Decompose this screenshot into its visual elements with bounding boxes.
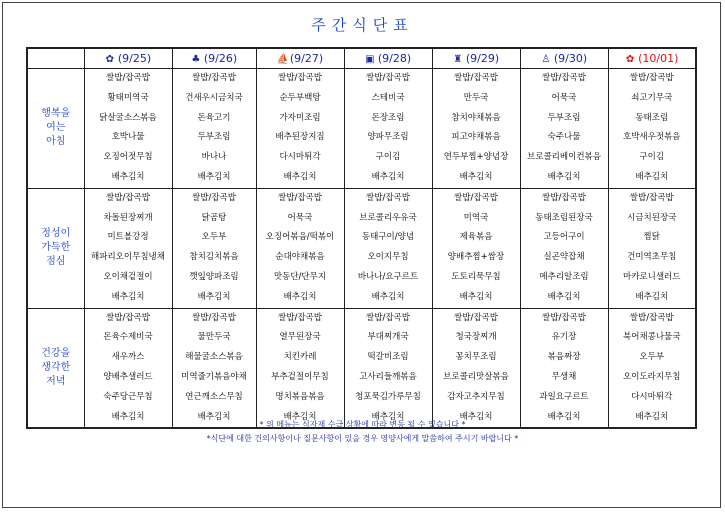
frog-icon: ♣ [191, 54, 201, 65]
menu-item: 배추김치 [635, 411, 669, 422]
menu-item: 구이김 [375, 152, 401, 163]
menu-item: 쌀밥/잡곡밥 [454, 312, 498, 323]
menu-item: 쌀밥/잡곡밥 [278, 192, 322, 203]
page-title: 주간식단표 [311, 16, 414, 34]
menu-item: 미역줄기볶음야채 [181, 371, 247, 382]
menu-item: 배추김치 [635, 291, 669, 302]
menu-item: 쌀밥/잡곡밥 [629, 73, 674, 83]
menu-item: 배추김치 [371, 411, 405, 422]
menu-item: 배추김치 [197, 291, 231, 302]
menu-item: 배추김치 [459, 171, 493, 182]
menu-item: 맛동단/단무지 [273, 271, 327, 282]
menu-item: 미트볼강정 [107, 232, 149, 243]
menu-item: 양배추찜+쌈장 [447, 252, 505, 263]
menu-item: 오두부 [201, 232, 227, 243]
menu-item: 감자고추지무침 [447, 391, 505, 402]
menu-item: 명치볶음볶음 [275, 391, 325, 402]
menu-item: 닭곰탕 [201, 212, 227, 223]
menu-item: 해물굴소스볶음 [185, 352, 243, 363]
menu-item: 브로콜리맛살볶음 [443, 371, 509, 382]
menu-item: 오두부 [639, 352, 665, 363]
menu-cell [256, 188, 344, 308]
menu-item: 양파무조림 [367, 132, 409, 143]
menu-item: 배추김치 [283, 291, 317, 302]
menu-item: 오이채겉절이 [103, 271, 153, 282]
menu-cell [344, 308, 432, 428]
menu-cell [520, 308, 608, 428]
meal-label-line: 점심 [46, 256, 66, 268]
menu-item: 실곤약잡채 [543, 252, 585, 263]
menu-item: 새우까스 [111, 352, 145, 363]
day-label: (9/28) [377, 52, 412, 65]
menu-cell [608, 69, 696, 189]
menu-item: 북어채콩나물국 [623, 332, 681, 343]
menu-item: 쌀밥/잡곡밥 [106, 192, 150, 203]
day-header [432, 48, 520, 69]
menu-item: 쌀밥/잡곡밥 [366, 73, 410, 83]
menu-item: 구이김 [639, 152, 665, 163]
menu-item: 배추김치 [459, 291, 493, 302]
menu-item: 두부조림 [197, 132, 231, 143]
menu-item: 오징어볶음/떡볶이 [265, 232, 335, 243]
menu-cell [344, 188, 432, 308]
menu-item: 배추김치 [371, 171, 405, 182]
meal-label-line: 저녁 [46, 375, 66, 387]
menu-item: 닭살굴소스볶음 [99, 112, 157, 123]
menu-item: 쌀밥/잡곡밥 [366, 192, 410, 203]
menu-item: 동태조림된장국 [535, 212, 593, 223]
menu-item: 브로콜리베이컨볶음 [527, 152, 601, 163]
menu-item: 배추김치 [111, 411, 145, 422]
menu-item: 치킨카레 [283, 352, 317, 363]
meal-label-line: 행복을 [41, 108, 71, 120]
menu-item: 바나나/요구르트 [357, 271, 419, 282]
menu-cell [256, 308, 344, 428]
menu-item: 건새우시금치국 [185, 92, 243, 103]
gift-icon: ▣ [365, 54, 375, 65]
menu-item: 배추김치 [459, 411, 493, 422]
menu-item: 청포묵김가루무침 [355, 391, 421, 402]
meal-label [27, 188, 84, 308]
menu-item: 부추겉절이무침 [271, 371, 329, 382]
day-label: (9/26) [203, 52, 238, 65]
menu-item: 고사리들깨볶음 [359, 371, 417, 382]
menu-item: 쌀밥/잡곡밥 [278, 73, 322, 83]
menu-cell [84, 188, 172, 308]
menu-item: 쌀밥/잡곡밥 [192, 312, 236, 323]
menu-item: 쌀밥/잡곡밥 [454, 73, 498, 83]
menu-item: 미역국 [463, 212, 489, 223]
menu-item: 가자미조림 [279, 112, 321, 123]
menu-item: 무생채 [551, 371, 577, 382]
menu-item: 쌀밥/잡곡밥 [106, 73, 150, 83]
menu-item: 쌀밥/잡곡밥 [454, 192, 498, 203]
menu-item: 배추김치 [197, 411, 231, 422]
menu-item: 쌀밥/잡곡밥 [629, 192, 674, 203]
meal-label-line: 건강을 [41, 347, 71, 359]
day-label: (9/25) [117, 52, 152, 65]
menu-item: 볶음짜장 [547, 352, 581, 363]
day-header [172, 48, 256, 69]
menu-item: 물만두국 [197, 332, 231, 343]
menu-cell [608, 188, 696, 308]
menu-item: 참치야채볶음 [451, 112, 501, 123]
menu-item: 쌀밥/잡곡밥 [106, 312, 150, 323]
meal-row [27, 188, 696, 308]
day-label: (9/29) [465, 52, 500, 65]
menu-cell [344, 69, 432, 189]
menu-item: 떡갈비조림 [367, 352, 409, 363]
menu-item: 두부조림 [547, 112, 581, 123]
menu-item: 쌀밥/잡곡밥 [629, 312, 674, 323]
menu-item: 마카로니샐러드 [623, 271, 681, 282]
meal-label [27, 308, 84, 428]
menu-item: 순대야채볶음 [275, 252, 325, 263]
menu-item: 돈육수제비국 [103, 332, 153, 343]
weekly-menu-table [26, 47, 697, 429]
menu-item: 쌀밥/잡곡밥 [542, 312, 586, 323]
menu-item: 열무된장국 [279, 332, 321, 343]
meal-label-line: 가득한 [41, 242, 71, 254]
menu-item: 오징어젓무침 [103, 152, 153, 163]
day-label: (9/27) [289, 52, 324, 65]
menu-item: 배추김치 [547, 411, 581, 422]
menu-cell [608, 308, 696, 428]
menu-item: 쌀밥/잡곡밥 [542, 192, 586, 203]
menu-item: 쌀밥/잡곡밥 [278, 312, 322, 323]
menu-item: 배추된장지짐 [275, 132, 325, 143]
menu-item: 동태구이/양념 [361, 232, 415, 243]
menu-item: 호박새우젓볶음 [623, 132, 681, 143]
menu-cell [256, 69, 344, 189]
meal-label-line: 정성이 [41, 228, 71, 240]
notice-line-1: * 위 메뉴는 식자재 수급 상황에 따라 변동 될 수 있습니다 * [259, 420, 466, 429]
menu-item: 쌀밥/잡곡밥 [192, 73, 236, 83]
menu-item: 배추김치 [111, 171, 145, 182]
menu-item: 쇠고기무국 [631, 92, 673, 103]
menu-item: 순두부백탕 [279, 92, 321, 103]
menu-item: 숙주나물 [547, 132, 581, 143]
bucket-icon: ♙ [541, 54, 551, 65]
day-header [520, 48, 608, 69]
menu-item: 만두국 [463, 92, 489, 103]
menu-cell [432, 69, 520, 189]
menu-cell [172, 308, 256, 428]
menu-item: 연두부찜+양념장 [443, 152, 509, 163]
meal-label-line: 생각한 [41, 361, 71, 373]
menu-item: 다시마튀각 [279, 152, 321, 163]
menu-item: 동태조림 [635, 112, 669, 123]
menu-cell [84, 69, 172, 189]
menu-item: 배추김치 [635, 171, 669, 182]
menu-item: 돈육고기 [197, 112, 231, 123]
teddy-bear-icon: ✿ [105, 54, 115, 65]
menu-item: 배추김치 [283, 171, 317, 182]
menu-cell [172, 69, 256, 189]
corner-cell [27, 48, 84, 69]
menu-item: 배추김치 [111, 291, 145, 302]
menu-item: 오이지무침 [367, 252, 409, 263]
meal-label-line: 아침 [46, 136, 66, 148]
menu-item: 도토리묵무침 [451, 271, 501, 282]
menu-item: 고등어구이 [543, 232, 585, 243]
menu-item: 메추리알조림 [539, 271, 589, 282]
menu-cell [520, 188, 608, 308]
menu-item: 청국장찌개 [455, 332, 497, 343]
menu-cell [172, 188, 256, 308]
menu-cell [432, 308, 520, 428]
menu-item: 배추김치 [547, 291, 581, 302]
menu-item: 배추김치 [197, 171, 231, 182]
meal-label [27, 69, 84, 189]
menu-item: 쌀밥/잡곡밥 [542, 73, 586, 83]
menu-item: 돈장조림 [371, 112, 405, 123]
meal-row [27, 308, 696, 428]
menu-item: 쌀밥/잡곡밥 [192, 192, 236, 203]
glass-icon: ♜ [453, 54, 463, 65]
menu-item: 쌀밥/잡곡밥 [366, 312, 410, 323]
day-label: (9/30) [553, 52, 588, 65]
menu-item: 해파리오이무침냉채 [91, 252, 165, 263]
menu-item: 어묵국 [551, 92, 577, 103]
menu-item: 유기장 [551, 332, 577, 343]
meal-label-line: 여는 [46, 122, 66, 134]
menu-item: 과일요구르트 [539, 391, 589, 402]
menu-cell [520, 69, 608, 189]
menu-item: 제육볶음 [459, 232, 493, 243]
menu-item: 깻잎양파조림 [189, 271, 239, 282]
menu-cell [432, 188, 520, 308]
header-row [27, 48, 696, 69]
day-header [84, 48, 172, 69]
menu-item: 피고야채볶음 [451, 132, 501, 143]
menu-item: 어묵국 [287, 212, 313, 223]
menu-item: 배추김치 [547, 171, 581, 182]
menu-item: 연근깨소스무침 [185, 391, 243, 402]
menu-item: 스테비국 [371, 92, 405, 103]
menu-item: 호박나물 [111, 132, 145, 143]
menu-item: 참치김치볶음 [189, 252, 239, 263]
menu-item: 시금치된장국 [627, 212, 677, 223]
menu-item: 꽁치무조림 [455, 352, 497, 363]
menu-item: 브로콜리우유국 [359, 212, 417, 223]
menu-item: 배추김치 [283, 411, 317, 422]
notice-line-2: *식단에 대한 건의사항이나 질문사항이 있을 경우 영양사에게 말씀하여 주시기 바랍니다 * [206, 434, 519, 443]
menu-cell [84, 308, 172, 428]
menu-item: 바나나 [201, 152, 227, 163]
menu-item: 찜닭 [643, 232, 660, 243]
menu-item: 건미역초무침 [627, 252, 677, 263]
menu-item: 차돌된장찌개 [103, 212, 153, 223]
day-header [344, 48, 432, 69]
menu-item: 배추김치 [371, 291, 405, 302]
meal-row [27, 69, 696, 189]
menu-item: 부대찌개국 [367, 332, 409, 343]
sailboat-icon: ⛵ [276, 54, 290, 65]
day-label: (10/01) [638, 52, 679, 65]
menu-item: 숙주당근무침 [103, 391, 153, 402]
menu-item: 오이도라지무침 [623, 371, 681, 382]
day-header [256, 48, 344, 69]
teddy-bear-icon: ✿ [625, 54, 635, 65]
menu-item: 다시마튀각 [631, 391, 673, 402]
menu-item: 양배추샐러드 [103, 371, 153, 382]
day-header [608, 48, 696, 69]
menu-item: 황태미역국 [107, 92, 149, 103]
